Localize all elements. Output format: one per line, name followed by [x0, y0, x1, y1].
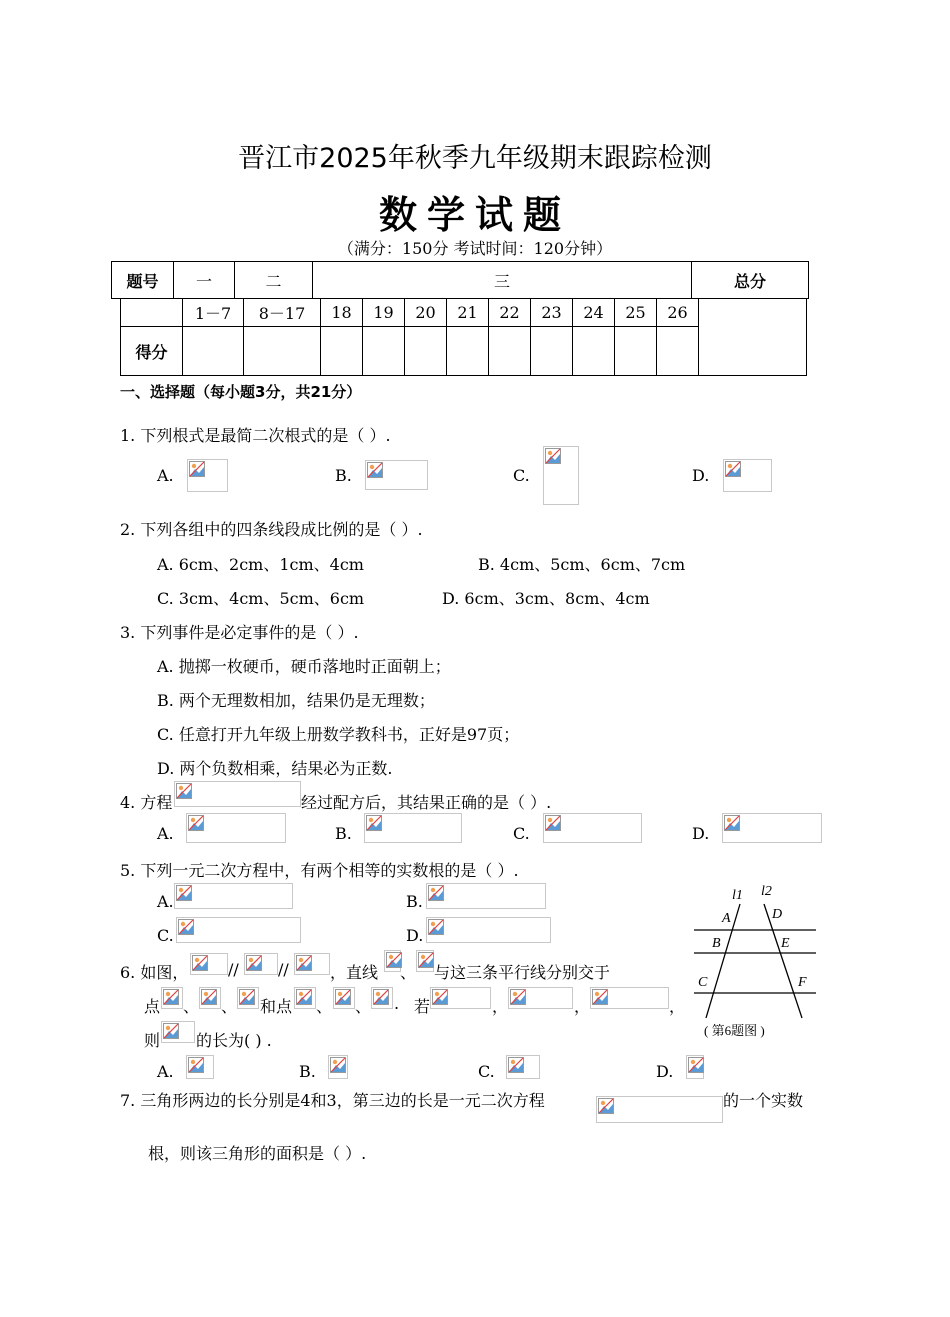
option-label: A. — [157, 892, 174, 911]
score-cell — [531, 327, 573, 376]
broken-image-icon — [725, 461, 741, 477]
exam-info: （满分：150分 考试时间：120分钟） — [337, 239, 613, 258]
score-cell — [489, 327, 531, 376]
question-6-text: 的长为( ) . — [196, 1031, 272, 1050]
score-cell — [573, 327, 615, 376]
score-cell — [615, 327, 657, 376]
question-6-text: 和点 — [260, 997, 293, 1016]
sub-header: 20 — [405, 299, 447, 327]
option-label: C. — [478, 1062, 495, 1081]
broken-image-icon — [545, 815, 561, 831]
formula-image — [384, 950, 401, 972]
broken-image-icon — [188, 815, 204, 831]
formula-image — [190, 953, 228, 975]
score-cell — [447, 327, 489, 376]
formula-image — [187, 459, 228, 492]
option-label: B. — [406, 892, 423, 911]
broken-image-icon — [366, 815, 382, 831]
score-cell — [183, 327, 244, 376]
formula-image — [596, 1096, 723, 1123]
formula-image — [543, 813, 642, 843]
score-cell — [363, 327, 405, 376]
broken-image-icon — [176, 783, 192, 799]
option-label: B. — [299, 1062, 316, 1081]
total-score-label: 总分 — [692, 262, 809, 299]
formula-image — [174, 883, 293, 909]
sub-header: 22 — [489, 299, 531, 327]
formula-image — [506, 1055, 540, 1079]
formula-image — [161, 1021, 195, 1043]
question-6-text: 若 — [414, 997, 431, 1016]
broken-image-icon — [192, 955, 208, 971]
option-label: A. — [157, 1062, 174, 1081]
formula-image — [365, 460, 428, 490]
formula-image — [590, 987, 669, 1009]
question-1-stem: 1. 下列根式是最简二次根式的是（ ）. — [120, 426, 391, 445]
parallel-symbol: // — [228, 960, 239, 979]
option-a: A. 6cm、2cm、1cm、4cm — [157, 555, 364, 574]
option-a: A. 抛掷一枚硬币，硬币落地时正面朝上； — [157, 657, 451, 676]
broken-image-icon — [428, 885, 444, 901]
section-heading: 一、选择题（每小题3分，共21分） — [120, 383, 362, 401]
broken-image-icon — [373, 989, 389, 1005]
broken-image-icon — [201, 989, 217, 1005]
figure-label: A — [722, 911, 731, 926]
separator: 、 — [221, 997, 238, 1016]
option-b: B. 两个无理数相加，结果仍是无理数； — [157, 691, 435, 710]
formula-image — [161, 987, 183, 1009]
broken-image-icon — [724, 815, 740, 831]
section-two-label: 二 — [235, 262, 313, 299]
figure-label: l2 — [761, 884, 772, 899]
broken-image-icon — [688, 1057, 704, 1073]
option-label: D. — [692, 466, 710, 485]
broken-image-icon — [296, 955, 312, 971]
option-label: D. — [656, 1062, 674, 1081]
figure-label: E — [781, 936, 790, 951]
question-3-stem: 3. 下列事件是必定事件的是（ ）. — [120, 623, 359, 642]
question-2-stem: 2. 下列各组中的四条线段成比例的是（ ）. — [120, 520, 423, 539]
option-label: B. — [335, 824, 352, 843]
formula-image — [186, 813, 286, 843]
formula-image — [416, 950, 434, 972]
option-d: D. 两个负数相乘，结果必为正数. — [157, 759, 393, 778]
sub-header: 21 — [447, 299, 489, 327]
figure-caption: ( 第6题图 ) — [704, 1023, 765, 1038]
comma: ， — [574, 997, 591, 1016]
formula-image — [186, 1055, 214, 1079]
question-6-prefix: 6. 如图， — [120, 963, 189, 982]
formula-image — [426, 883, 546, 909]
broken-image-icon — [592, 989, 608, 1005]
option-c: C. 任意打开九年级上册数学教科书，正好是97页； — [157, 725, 520, 744]
broken-image-icon — [508, 1057, 524, 1073]
formula-image — [237, 987, 259, 1009]
separator: 、 — [400, 963, 417, 982]
score-cell — [321, 327, 363, 376]
figure-label: B — [712, 936, 721, 951]
figure-label: C — [698, 975, 708, 990]
broken-image-icon — [335, 989, 351, 1005]
comma: ， — [669, 997, 686, 1016]
option-c: C. 3cm、4cm、5cm、6cm — [157, 589, 365, 608]
sub-header: 23 — [531, 299, 573, 327]
question-4-prefix: 4. 方程 — [120, 793, 173, 812]
exam-title: 晋江市2025年秋季九年级期末跟踪检测 — [238, 143, 712, 174]
score-table-body — [120, 298, 807, 376]
formula-image — [543, 446, 579, 505]
question-7-line2: 根，则该三角形的面积是（ ）. — [148, 1144, 367, 1163]
option-label: B. — [335, 466, 352, 485]
question-7-suffix: 的一个实数 — [723, 1091, 804, 1110]
sub-header: 26 — [657, 299, 699, 327]
formula-image — [722, 813, 822, 843]
broken-image-icon — [246, 955, 262, 971]
section-three-label: 三 — [313, 262, 692, 299]
question-6-text: ，直线 — [330, 963, 379, 982]
separator: 、 — [355, 997, 372, 1016]
formula-image — [294, 953, 330, 975]
question-6-text: . — [394, 994, 400, 1013]
parallel-symbol: // — [278, 960, 289, 979]
formula-image — [723, 459, 772, 492]
formula-image — [508, 987, 573, 1009]
formula-image — [426, 917, 551, 943]
question-5-stem: 5. 下列一元二次方程中，有两个相等的实数根的是（ ）. — [120, 861, 519, 880]
formula-image — [174, 781, 301, 807]
formula-image — [294, 987, 316, 1009]
broken-image-icon — [296, 989, 312, 1005]
broken-image-icon — [367, 462, 383, 478]
question-6-text: 点 — [144, 997, 161, 1016]
option-label: C. — [513, 824, 530, 843]
sub-header: 1－7 — [183, 299, 244, 327]
sub-header: 19 — [363, 299, 405, 327]
broken-image-icon — [428, 919, 444, 935]
broken-image-icon — [163, 1023, 179, 1039]
figure-label: F — [798, 975, 807, 990]
subject-title: 数学试题 — [378, 193, 571, 237]
score-cell — [405, 327, 447, 376]
comma: ， — [492, 997, 509, 1016]
option-label: C. — [157, 926, 174, 945]
formula-image — [686, 1055, 704, 1079]
option-d: D. 6cm、3cm、8cm、4cm — [442, 589, 650, 608]
score-cell — [244, 327, 321, 376]
formula-image — [176, 917, 301, 943]
question-number-label: 题号 — [112, 262, 174, 299]
separator: 、 — [183, 997, 200, 1016]
section-one-label: 一 — [174, 262, 235, 299]
formula-image — [364, 813, 462, 843]
broken-image-icon — [330, 1057, 346, 1073]
formula-image — [333, 987, 355, 1009]
broken-image-icon — [598, 1098, 614, 1114]
question-4-suffix: 经过配方后，其结果正确的是（ ）. — [301, 793, 552, 812]
formula-image — [244, 953, 278, 975]
formula-image — [199, 987, 221, 1009]
sub-header: 24 — [573, 299, 615, 327]
figure-label: D — [772, 907, 783, 922]
figure-label: l1 — [732, 888, 743, 903]
option-label: D. — [692, 824, 710, 843]
broken-image-icon — [189, 461, 205, 477]
broken-image-icon — [178, 919, 194, 935]
broken-image-icon — [510, 989, 526, 1005]
option-label: D. — [406, 926, 424, 945]
broken-image-icon — [418, 952, 434, 968]
total-score-cell — [699, 299, 807, 376]
broken-image-icon — [432, 989, 448, 1005]
formula-image — [328, 1055, 348, 1079]
sub-header: 18 — [321, 299, 363, 327]
sub-header: 25 — [615, 299, 657, 327]
sub-header: 8－17 — [244, 299, 321, 327]
formula-image — [430, 987, 491, 1009]
parallel-lines-figure — [688, 880, 828, 1045]
score-cell — [657, 327, 699, 376]
separator: 、 — [316, 997, 333, 1016]
broken-image-icon — [163, 989, 179, 1005]
option-label: C. — [513, 466, 530, 485]
broken-image-icon — [545, 448, 561, 464]
option-label: A. — [157, 466, 174, 485]
broken-image-icon — [176, 885, 192, 901]
option-b: B. 4cm、5cm、6cm、7cm — [478, 555, 686, 574]
question-6-text: 则 — [144, 1031, 161, 1050]
question-6-text: 与这三条平行线分别交于 — [434, 963, 611, 982]
question-7-prefix: 7. 三角形两边的长分别是4和3，第三边的长是一元二次方程 — [120, 1091, 545, 1110]
broken-image-icon — [239, 989, 255, 1005]
option-label: A. — [157, 824, 174, 843]
broken-image-icon — [188, 1057, 204, 1073]
score-row-label: 得分 — [121, 327, 183, 376]
score-table-header — [111, 261, 809, 299]
formula-image — [371, 987, 393, 1009]
